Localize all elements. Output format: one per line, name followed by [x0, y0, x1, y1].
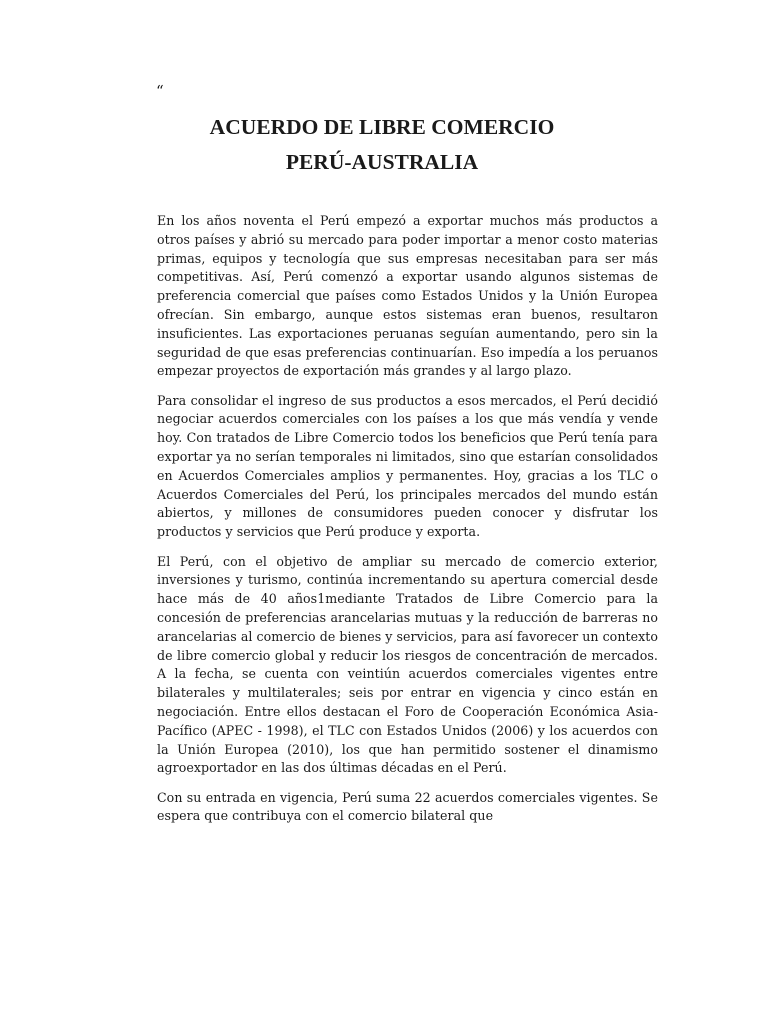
paragraph: El Perú, con el objetivo de ampliar su mercado de comercio exterior, inversiones y turismo, continúa incrementando su apertura comercial desde hace más de 40 años1mediante Tratados de Libre Comercio para la concesión de preferencias arancelarias mutuas y la reducción de barreras no arancelarias al comercio de bienes y servicios, para así favorecer un contexto de libre comercio global y reducir los riesgos de concentración de mercados. A la fecha, se cuenta con veintiún acuerdos comerciales vigentes entre bilaterales y multilaterales; seis por entrar en vigencia y cinco están en negociación. Entre ellos destacan el Foro de Cooperación Económica Asia-Pacífico (APEC - 1998), el TLC con Estados Unidos (2006) y los acuerdos con la Unión Europea (2010), los que han permitido sostener el dinamismo agroexportador en las dos últimas décadas en el Perú.	[157, 553, 658, 776]
document-title-line-2: PERÚ-AUSTRALIA	[285, 150, 479, 174]
paragraph: Para consolidar el ingreso de sus productos a esos mercados, el Perú decidió negociar acuerdos comerciales con los países a los que más vendía y vende hoy. Con tratados de Libre Comercio todos los beneficios que Perú tenía para exportar ya no serían temporales ni limitados, sino que estarían consolidados en Acuerdos Comerciales amplios y permanentes. Hoy, gracias a los TLC o Acuerdos Comerciales del Perú, los principales mercados del mundo están abiertos, y millones de consumidores pueden conocer y disfrutar los productos y servicios que Perú produce y exporta.	[157, 392, 658, 540]
paragraph: Con su entrada en vigencia, Perú suma 22 acuerdos comerciales vigentes. Se espera que contribuya con el comercio bilateral que	[157, 789, 658, 824]
opening-quote-mark: “	[156, 82, 164, 100]
paragraph: En los años noventa el Perú empezó a exportar muchos más productos a otros países y abrió su mercado para poder importar a menor costo materias primas, equipos y tecnología que sus empresas necesitaban para ser más competitivas. Así, Perú comenzó a exportar usando algunos sistemas de preferencia comercial que países como Estados Unidos y la Unión Europea ofrecían. Sin embargo, aunque estos sistemas eran buenos, resultaron insuficientes. Las exportaciones peruanas seguían aumentando, pero sin la seguridad de que esas preferencias continuarían. Eso impedía a los peruanos empezar proyectos de exportación más grandes y al largo plazo.	[157, 213, 658, 379]
document-body	[157, 212, 658, 837]
document-title-line-1: ACUERDO DE LIBRE COMERCIO	[209, 115, 555, 139]
